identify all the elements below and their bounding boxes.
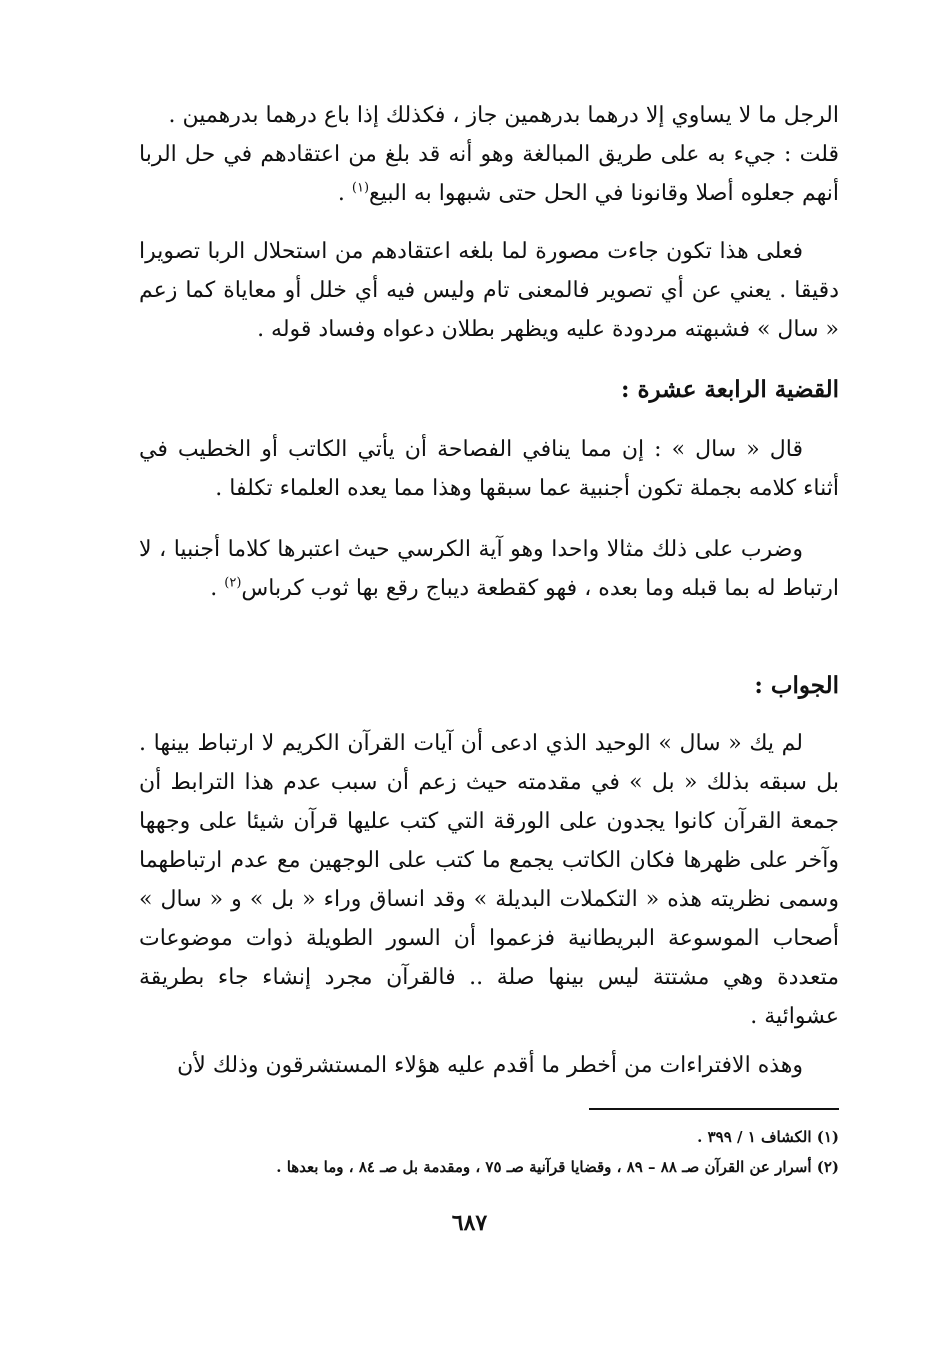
paragraph-end: . bbox=[337, 181, 352, 206]
paragraph-group-1 bbox=[139, 96, 839, 213]
footnote-ref: (١) bbox=[351, 180, 370, 196]
footnote: (١) الكشاف ١ / ٣٩٩ . bbox=[697, 1128, 839, 1146]
paragraph-group-5 bbox=[139, 724, 839, 1085]
heading-colon: : bbox=[754, 672, 771, 699]
heading-colon: : bbox=[620, 376, 638, 403]
paragraph-text: وضرب على ذلك مثالا واحدا وهو آية الكرسي حيث اعتبرها كلاما أجنبيا ، لا ارتباط له بما قبله وما بعده ، فهو كقطعة ديباج رقع بها ثوب كرباس bbox=[139, 537, 839, 601]
footnote-separator bbox=[589, 1108, 839, 1110]
page-number: ٦٨٧ bbox=[451, 1210, 488, 1236]
footnote-ref: (٢) bbox=[224, 575, 242, 591]
paragraph-group-3 bbox=[139, 430, 839, 508]
footnotes bbox=[139, 1122, 839, 1182]
heading-text: الجواب bbox=[770, 672, 839, 699]
paragraph-end: . bbox=[210, 576, 225, 601]
paragraph-group-2 bbox=[139, 232, 839, 349]
paragraph-text: قلت : جيء به على طريق المبالغة وهو أنه قد بلغ من اعتقادهم في حل الربا أنهم جعلوه أصلا وقانونا في الحل حتى شبهوا به البيع bbox=[139, 142, 839, 206]
paragraph-group-4 bbox=[139, 530, 839, 608]
heading-text: القضية الرابعة عشرة bbox=[637, 376, 839, 403]
paragraph: الرجل ما لا يساوي إلا درهما بدرهمين جاز ، فكذلك إذا باع درهما بدرهمين . bbox=[168, 103, 839, 128]
paragraph: فعلى هذا تكون جاءت مصورة لما بلغه اعتقادهم من استحلال الربا تصويرا دقيقا . يعني عن أي تصوير فالمعنى تام وليس فيه أي خلل أو معاياة كما زعم « سال » فشبهته مردودة عليه ويظهر بطلان دعواه وفساد قوله . bbox=[139, 239, 839, 342]
paragraph: لم يك « سال » الوحيد الذي ادعى أن آيات القرآن الكريم لا ارتباط بينها . بل سبقه بذلك « بل » في مقدمته حيث زعم أن سبب عدم هذا الترابط أن جمعة القرآن كانوا يجدون على الورقة التي كتب عليها قرآن شيئا على وجهها وآخر على ظهرها فكان الكاتب يجمع ما كتب على الوجهين مع عدم ارتباطهما وسمى نظريته هذه « التكملات البديلة » وقد انساق وراء « بل » و « سال » أصحاب الموسوعة البريطانية فزعموا أن السور الطويلة ذوات موضوعات متعددة وهي مشتتة ليس بينها صلة .. فالقرآن مجرد إنشاء جاء بطريقة عشوائية . bbox=[139, 731, 839, 1029]
footnote: (٢) أسرار عن القرآن صـ ٨٨ – ٨٩ ، وقضايا قرآنية صـ ٧٥ ، ومقدمة بل صـ ٨٤ ، وما بعدها . bbox=[276, 1158, 839, 1176]
paragraph bbox=[139, 530, 839, 608]
answer-heading bbox=[139, 666, 839, 706]
section-heading bbox=[139, 370, 839, 410]
paragraph bbox=[139, 135, 839, 213]
paragraph: قال « سال » : إن مما ينافي الفصاحة أن يأتي الكاتب أو الخطيب في أثناء كلامه بجملة تكون أجنبية عما سبقها وهذا مما يعده العلماء تكلفا . bbox=[139, 437, 839, 501]
paragraph: وهذه الافتراءات من أخطر ما أقدم عليه هؤلاء المستشرقون وذلك لأن bbox=[177, 1053, 803, 1078]
